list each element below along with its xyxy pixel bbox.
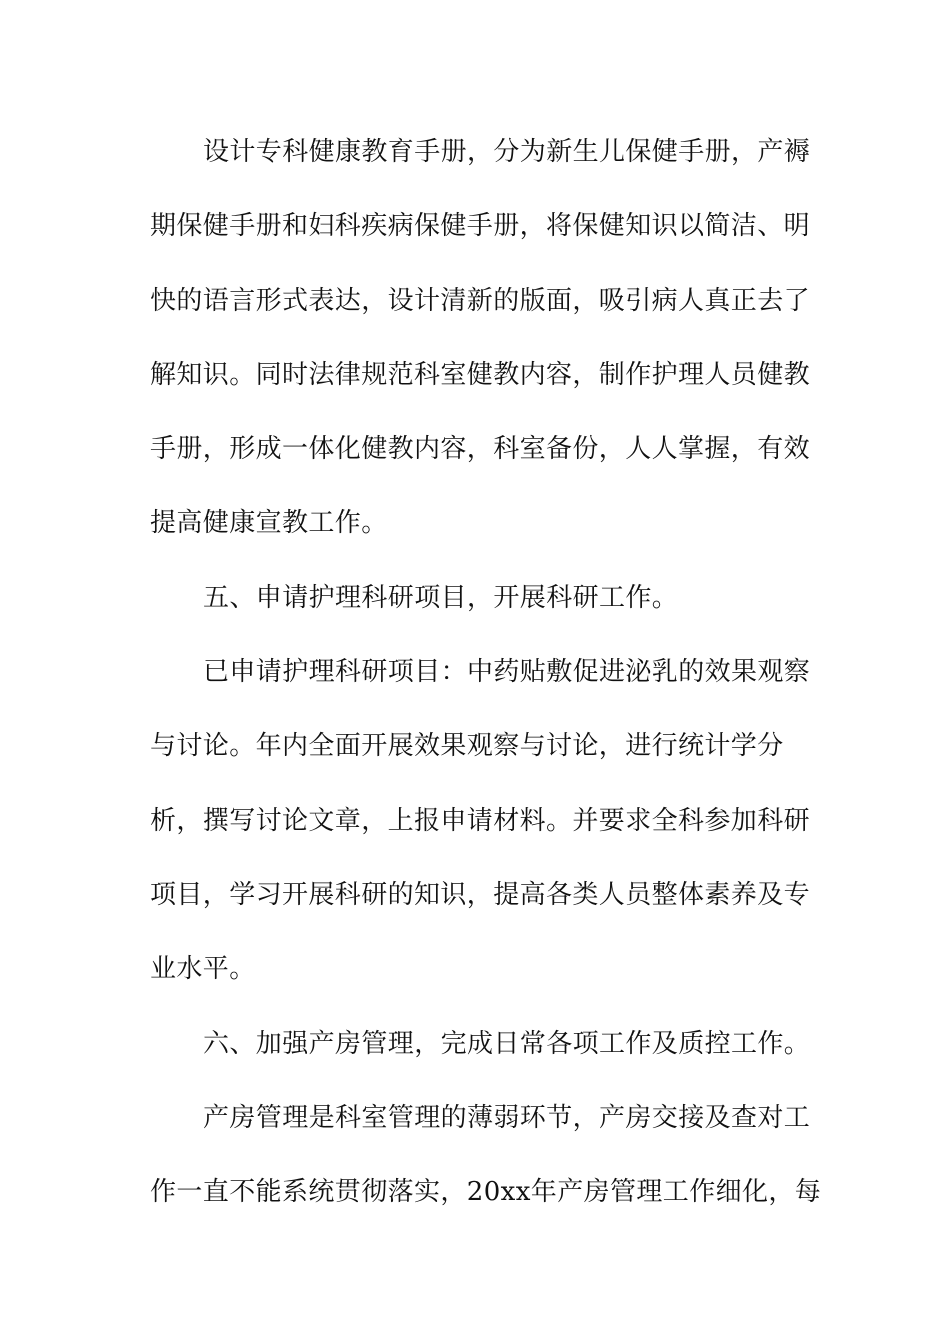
paragraph-line: 提高健康宣教工作。 — [150, 508, 388, 538]
paragraph-line: 期保健手册和妇科疾病保健手册，将保健知识以简洁、明 — [150, 211, 811, 241]
section-heading: 六、加强产房管理，完成日常各项工作及质控工作。 — [203, 1029, 811, 1059]
paragraph-line: 业水平。 — [150, 954, 256, 984]
paragraph-line: 析，撰写讨论文章，上报申请材料。并要求全科参加科研 — [150, 806, 811, 836]
paragraph-line: 与讨论。年内全面开展效果观察与讨论，进行统计学分 — [150, 731, 784, 761]
paragraph-line: 作一直不能系统贯彻落实，20xx年产房管理工作细化，每 — [150, 1177, 822, 1207]
paragraph-line: 产房管理是科室管理的薄弱环节，产房交接及查对工 — [203, 1103, 811, 1133]
paragraph-line: 项目，学习开展科研的知识，提高各类人员整体素养及专 — [150, 880, 811, 910]
paragraph-line: 解知识。同时法律规范科室健教内容，制作护理人员健教 — [150, 360, 811, 390]
section-heading: 五、申请护理科研项目，开展科研工作。 — [203, 583, 679, 613]
paragraph-line: 快的语言形式表达，设计清新的版面，吸引病人真正去了 — [150, 286, 811, 316]
paragraph-line: 已申请护理科研项目：中药贴敷促进泌乳的效果观察 — [203, 657, 811, 687]
paragraph-line: 设计专科健康教育手册，分为新生儿保健手册，产褥 — [203, 137, 811, 167]
paragraph-line: 手册，形成一体化健教内容，科室备份，人人掌握，有效 — [150, 434, 811, 464]
